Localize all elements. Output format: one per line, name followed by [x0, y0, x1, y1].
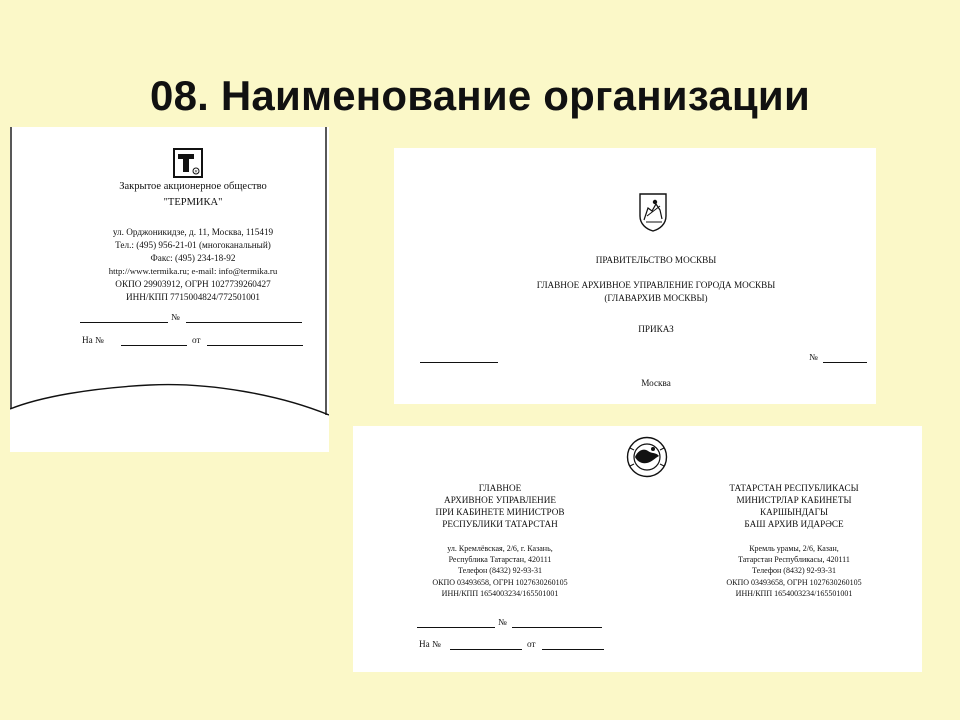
inn-kpp: ИНН/КПП 7715004824/772501001 — [126, 292, 260, 302]
date-line — [417, 627, 495, 628]
number-label: № — [809, 352, 818, 362]
city: Москва — [641, 378, 671, 388]
department-name: ГЛАВНОЕ АРХИВНОЕ УПРАВЛЕНИЕ ГОРОДА МОСКВЫ — [536, 280, 776, 290]
ref-date-line — [542, 649, 604, 650]
left-header-line-2: АРХИВНОЕ УПРАВЛЕНИЕ — [444, 495, 556, 505]
left-header-line-1: ГЛАВНОЕ — [478, 483, 522, 493]
phone: Тел.: (495) 956-21-01 (многоканальный) — [115, 240, 271, 250]
right-header-line-3: КАРШЫНДАГЫ — [759, 507, 829, 517]
org-name: "ТЕРМИКА" — [163, 197, 223, 208]
ref-number-line — [450, 649, 522, 650]
fax: Факс: (495) 234-18-92 — [150, 253, 236, 263]
web-email: http://www.termika.ru; e-mail: info@termika.ru — [108, 266, 278, 276]
government-name: ПРАВИТЕЛЬСТВО МОСКВЫ — [595, 255, 717, 265]
slide-title: 08. Наименование организации — [150, 72, 810, 119]
left-phone: Телефон (8432) 92-93-31 — [458, 566, 542, 575]
right-header-line-4: БАШ АРХИВ ИДАРӘСЕ — [744, 519, 844, 529]
left-inn: ИНН/КПП 1654003234/165501001 — [441, 589, 559, 598]
right-address-1: Кремль урамы, 2/6, Казан, — [749, 544, 839, 553]
ref-date-label: от — [192, 335, 201, 345]
number-line — [512, 627, 602, 628]
okpo-ogrn: ОКПО 29903912, ОГРН 1027739260427 — [115, 279, 271, 289]
department-short: (ГЛАВАРХИВ МОСКВЫ) — [604, 293, 708, 303]
number-label: № — [171, 312, 180, 322]
tatarstan-letterhead — [353, 426, 922, 672]
document-type: ПРИКАЗ — [638, 324, 674, 334]
date-line — [420, 362, 498, 363]
left-address-1: ул. Кремлёвская, 2/6, г. Казань, — [447, 544, 553, 553]
number-label: № — [498, 617, 507, 627]
address: ул. Орджоникидзе, д. 11, Москва, 115419 — [112, 227, 274, 237]
right-header-line-1: ТАТАРСТАН РЕСПУБЛИКАСЫ — [729, 483, 859, 493]
org-type: Закрытое акционерное общество — [119, 181, 267, 192]
number-line — [823, 362, 867, 363]
moscow-order-blank — [394, 148, 876, 404]
page-cut-curve — [10, 127, 329, 452]
ref-number-label: На № — [82, 335, 104, 345]
tatarstan-emblem-icon — [626, 436, 668, 483]
svg-text:R: R — [194, 168, 198, 174]
right-header-line-2: МИНИСТРЛАР КАБИНЕТЫ — [736, 495, 852, 505]
left-header-line-3: ПРИ КАБИНЕТЕ МИНИСТРОВ — [435, 507, 565, 517]
left-okpo: ОКПО 03493658, ОГРН 1027630260105 — [432, 578, 568, 587]
right-inn: ИНН/КПП 1654003234/165501001 — [735, 589, 853, 598]
ref-number-label: На № — [419, 639, 441, 649]
right-okpo: ОКПО 03493658, ОГРН 1027630260105 — [726, 578, 862, 587]
left-header-line-4: РЕСПУБЛИКИ ТАТАРСТАН — [442, 519, 558, 529]
termika-letterhead — [10, 127, 329, 452]
moscow-coat-of-arms-icon — [638, 192, 668, 237]
right-address-2: Татарстан Республикасы, 420111 — [738, 555, 850, 564]
ref-date-label: от — [527, 639, 536, 649]
right-phone: Телефон (8432) 92-93-31 — [752, 566, 836, 575]
left-address-2: Республика Татарстан, 420111 — [448, 555, 552, 564]
